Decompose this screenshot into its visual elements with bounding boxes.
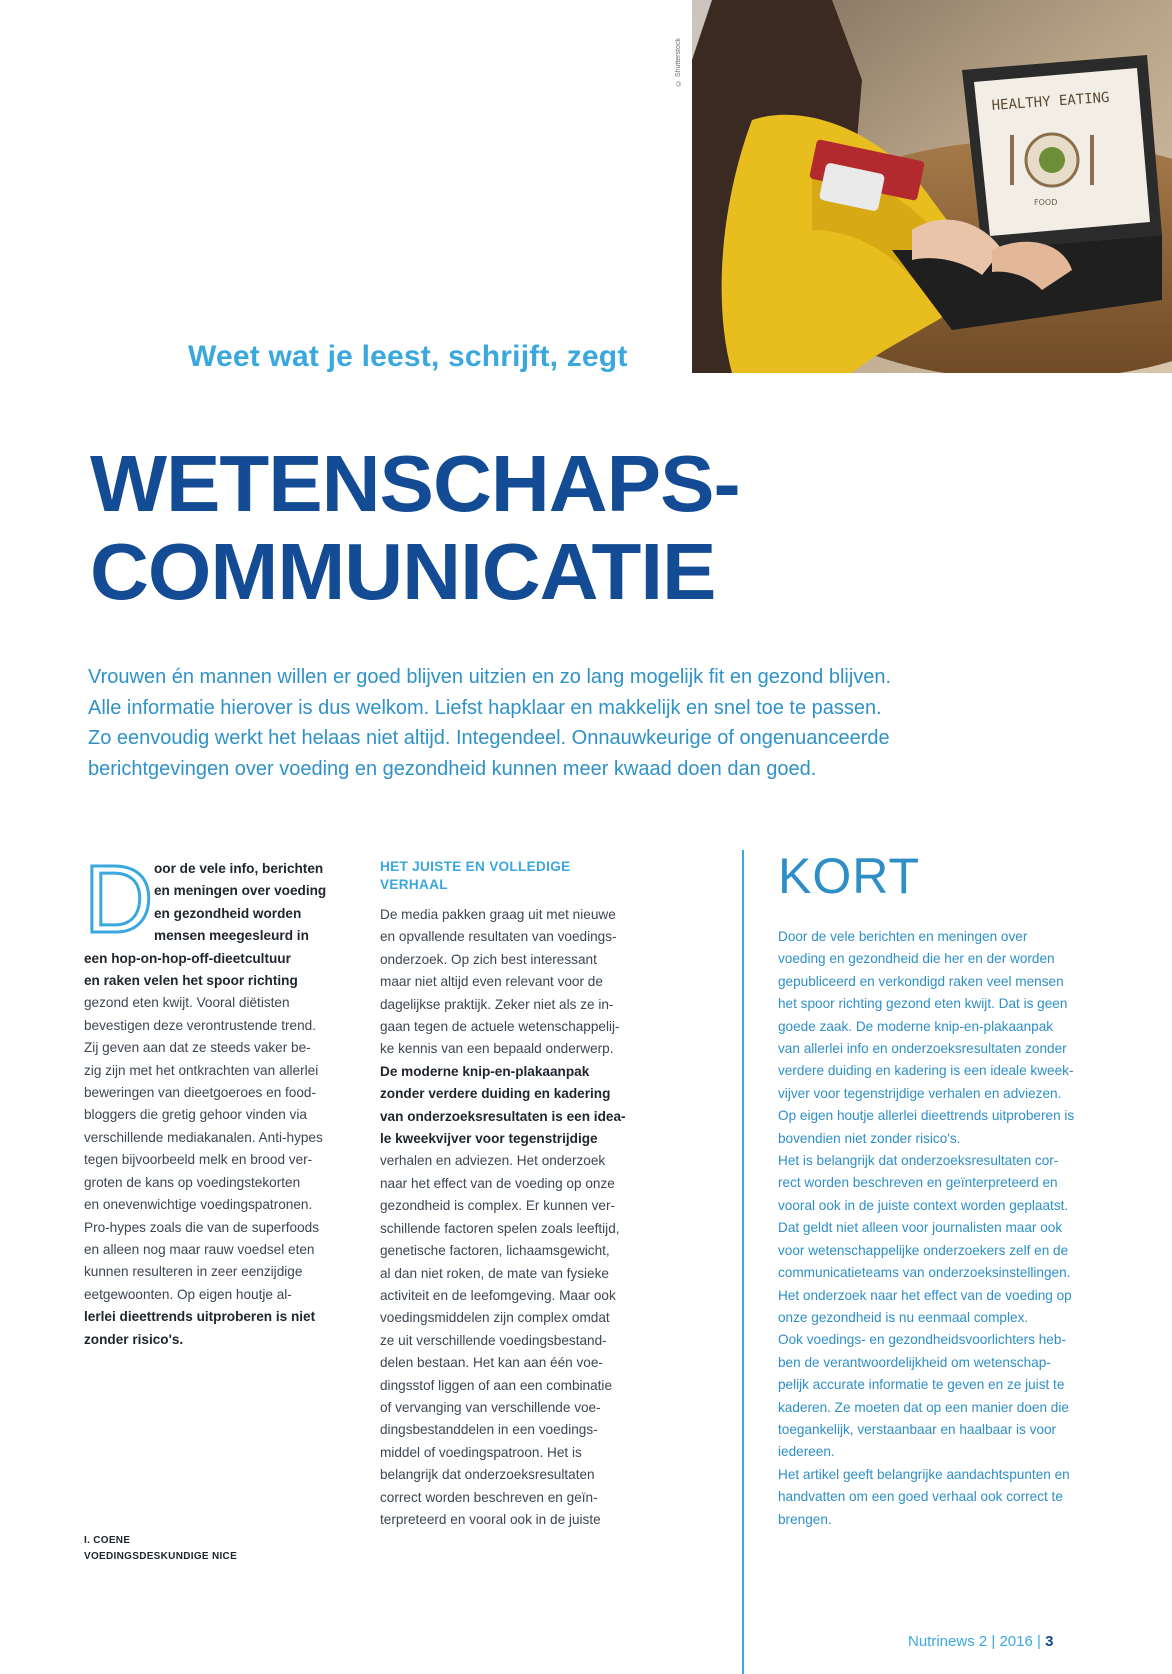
article-subtitle: Weet wat je leest, schrijft, zegt xyxy=(188,340,628,373)
body-line: le kweekvijver voor tegenstrijdige xyxy=(380,1131,598,1147)
sidebar-line: bovendien niet zonder risico's. xyxy=(778,1130,961,1146)
body-line: Pro-hypes zoals die van de superfoods xyxy=(84,1219,320,1235)
body-line: en onevenwichtige voedingspatronen. xyxy=(84,1197,313,1213)
page-footer xyxy=(908,1633,1053,1650)
sidebar-line: toegankelijk, verstaanbaar en haalbaar is voor xyxy=(778,1421,1057,1437)
author-name: I. COENE xyxy=(84,1535,131,1546)
body-line: gezondheid is complex. Er kunnen ver- xyxy=(380,1198,615,1214)
body-line: beweringen van dieetgoeroes en food- xyxy=(84,1085,317,1101)
lede-line: Zo eenvoudig werkt het helaas niet altijd. Integendeel. Onnauwkeurige of ongenuanceerde xyxy=(88,727,890,749)
body-line: zonder risico's. xyxy=(84,1331,184,1347)
magazine-name-prefix: Nutri xyxy=(908,1633,940,1650)
body-line: zig zijn met het ontkrachten van allerlei xyxy=(84,1062,319,1078)
body-line: delen bestaan. Het kan aan één voe- xyxy=(380,1355,603,1371)
header-photo xyxy=(692,0,1172,373)
headline-line-1: WETENSCHAPS- xyxy=(90,439,740,528)
sidebar-line: het spoor richting gezond eten kwijt. Dat is geen xyxy=(778,996,1068,1012)
sidebar-line: vooral ook in de juiste context worden geplaatst. xyxy=(778,1197,1069,1213)
sidebar-line: voeding en gezondheid die her en der worden xyxy=(778,951,1055,967)
section-heading-line: VERHAAL xyxy=(380,877,448,892)
body-line: De media pakken graag uit met nieuwe xyxy=(380,907,616,922)
body-line: en alleen nog maar rauw voedsel eten xyxy=(84,1241,315,1257)
body-line: een hop-on-hop-off-dieetcultuur xyxy=(84,950,291,966)
body-line: dagelijkse praktijk. Zeker niet als ze in- xyxy=(380,996,614,1012)
headline-line-2: COMMUNICATIE xyxy=(90,527,716,616)
sidebar-line: Ook voedings- en gezondheidsvoorlichters heb- xyxy=(778,1332,1066,1348)
sidebar-title: KORT xyxy=(778,848,920,904)
sidebar-line: Het is belangrijk dat onderzoeksresultaten cor- xyxy=(778,1153,1059,1169)
body-line: en opvallende resultaten van voedings- xyxy=(380,929,617,945)
sidebar-summary xyxy=(778,926,1098,1531)
lede-line: Vrouwen én mannen willen er goed blijven uitzien en zo lang mogelijk fit en gezond blijven. xyxy=(88,666,892,688)
sidebar-line: Het artikel geeft belangrijke aandachtspunten en xyxy=(778,1466,1070,1482)
section-heading-line: HET JUISTE EN VOLLEDIGE xyxy=(380,859,571,874)
lede-paragraph xyxy=(88,662,1098,784)
screen-title: HEALTHY EATING xyxy=(991,89,1111,114)
body-line: activiteit en de leefomgeving. Maar ook xyxy=(380,1287,616,1303)
sidebar-line: kaderen. Ze moeten dat op een manier doen die xyxy=(778,1399,1069,1415)
sidebar-line: ben de verantwoordelijkheid om wetenschap- xyxy=(778,1354,1051,1370)
magazine-name-suffix: news xyxy=(939,1633,975,1650)
sidebar-line: Op eigen houtje allerlei dieettrends uitproberen is xyxy=(778,1108,1075,1124)
sidebar-line: voor wetenschappelijke onderzoekers zelf en de xyxy=(778,1242,1069,1258)
body-line: gezond eten kwijt. Vooral diëtisten xyxy=(84,995,290,1011)
body-line: genetische factoren, lichaamsgewicht, xyxy=(380,1243,610,1259)
drop-cap: D xyxy=(84,846,154,953)
body-line: correct worden beschreven en geïn- xyxy=(380,1489,598,1505)
body-line: De moderne knip-en-plakaanpak xyxy=(380,1063,590,1079)
sidebar-line: gepubliceerd en verkondigd raken veel mensen xyxy=(778,973,1064,989)
body-line: of vervanging van verschillende voe- xyxy=(380,1399,601,1415)
body-line: dingsbestanddelen in een voedings- xyxy=(380,1422,598,1438)
body-line: en raken velen het spoor richting xyxy=(84,973,298,989)
lede-line: Alle informatie hierover is dus welkom. Liefst hapklaar en makkelijk en snel toe te passen. xyxy=(88,696,882,719)
body-line: eetgewoonten. Op eigen houtje al- xyxy=(84,1286,292,1302)
body-line: middel of voedingspatroon. Het is xyxy=(380,1444,582,1460)
body-line: gaan tegen de actuele wetenschappelij- xyxy=(380,1019,620,1035)
body-line: onderzoek. Op zich best interessant xyxy=(380,951,597,967)
sidebar-line: vijver voor tegenstrijdige verhalen en adviezen. xyxy=(778,1085,1062,1101)
body-line: en meningen over voeding xyxy=(154,883,327,899)
sidebar-line: verdere duiding en kadering is een ideale kweek- xyxy=(778,1063,1074,1079)
body-line: zonder verdere duiding en kadering xyxy=(380,1086,611,1102)
body-line: schillende factoren spelen zoals leeftijd, xyxy=(380,1220,620,1236)
body-line: Zij geven aan dat ze steeds vaker be- xyxy=(84,1040,311,1056)
body-line: groten de kans op voedingstekorten xyxy=(84,1174,301,1190)
sidebar-line: onze gezondheid is nu eenmaal complex. xyxy=(778,1309,1029,1325)
body-line: ze uit verschillende voedingsbestand- xyxy=(380,1332,607,1348)
body-line: bloggers die gretig gehoor vinden via xyxy=(84,1107,307,1123)
body-line: verschillende mediakanalen. Anti-hypes xyxy=(84,1129,323,1145)
sidebar-line: goede zaak. De moderne knip-en-plakaanpak xyxy=(778,1018,1054,1034)
body-line: terpreteerd en vooral ook in de juiste xyxy=(380,1511,601,1527)
body-line: en gezondheid worden xyxy=(154,905,302,921)
sidebar-line: communicatieteams van onderzoeksinstellingen. xyxy=(778,1265,1071,1281)
body-line: al dan niet roken, de mate van fysieke xyxy=(380,1265,609,1281)
sidebar-line: pelijk accurate informatie te geven en ze juist te xyxy=(778,1377,1065,1393)
body-line: maar niet altijd even relevant voor de xyxy=(380,974,603,990)
author-affiliation: VOEDINGSDESKUNDIGE NICE xyxy=(84,1551,238,1562)
sidebar-line: Het onderzoek naar het effect van de voeding op xyxy=(778,1287,1072,1303)
body-line: voedingsmiddelen zijn complex omdat xyxy=(380,1310,610,1326)
column-section xyxy=(380,904,658,1531)
body-line: bevestigen deze verontrustende trend. xyxy=(84,1017,317,1033)
photo-credit: © Shutterstock xyxy=(675,38,682,86)
sidebar-line: handvatten om een goed verhaal ook correct te xyxy=(778,1489,1063,1505)
sidebar-line: brengen. xyxy=(778,1511,832,1527)
sidebar-line: Door de vele berichten en meningen over xyxy=(778,929,1028,944)
body-line: tegen bijvoorbeeld melk en brood ver- xyxy=(84,1152,313,1168)
body-line: van onderzoeksresultaten is een idea- xyxy=(380,1108,626,1124)
body-line: lerlei dieettrends uitproberen is niet xyxy=(84,1309,316,1325)
column-divider xyxy=(742,850,744,1674)
sidebar-line: Dat geldt niet alleen voor journalisten maar ook xyxy=(778,1220,1063,1236)
body-line: mensen meegesleurd in xyxy=(154,928,309,944)
lede-line: berichtgevingen over voeding en gezondheid kunnen meer kwaad doen dan goed. xyxy=(88,757,817,780)
body-line: kunnen resulteren in zeer eenzijdige xyxy=(84,1264,303,1280)
sidebar-line: iedereen. xyxy=(778,1444,835,1460)
body-line: dingsstof liggen of aan een combinatie xyxy=(380,1377,613,1393)
body-line: oor de vele info, berichten xyxy=(154,861,324,876)
body-line: verhalen en adviezen. Het onderzoek xyxy=(380,1153,606,1169)
column-intro xyxy=(84,858,354,1351)
body-line: belangrijk dat onderzoeksresultaten xyxy=(380,1467,595,1483)
body-line: ke kennis van een bepaald onderwerp. xyxy=(380,1041,614,1057)
sidebar-line: van allerlei info en onderzoeksresultaten zonder xyxy=(778,1041,1067,1057)
issue-info: 2 | 2016 | xyxy=(978,1633,1041,1650)
body-line: naar het effect van de voeding op onze xyxy=(380,1175,615,1191)
sidebar-line: rect worden beschreven en geïnterpreteerd en xyxy=(778,1175,1058,1191)
author-credit xyxy=(84,1533,344,1565)
section-heading xyxy=(380,858,670,894)
page-number: 3 xyxy=(1045,1633,1054,1650)
screen-subtext: FOOD xyxy=(1034,198,1058,207)
